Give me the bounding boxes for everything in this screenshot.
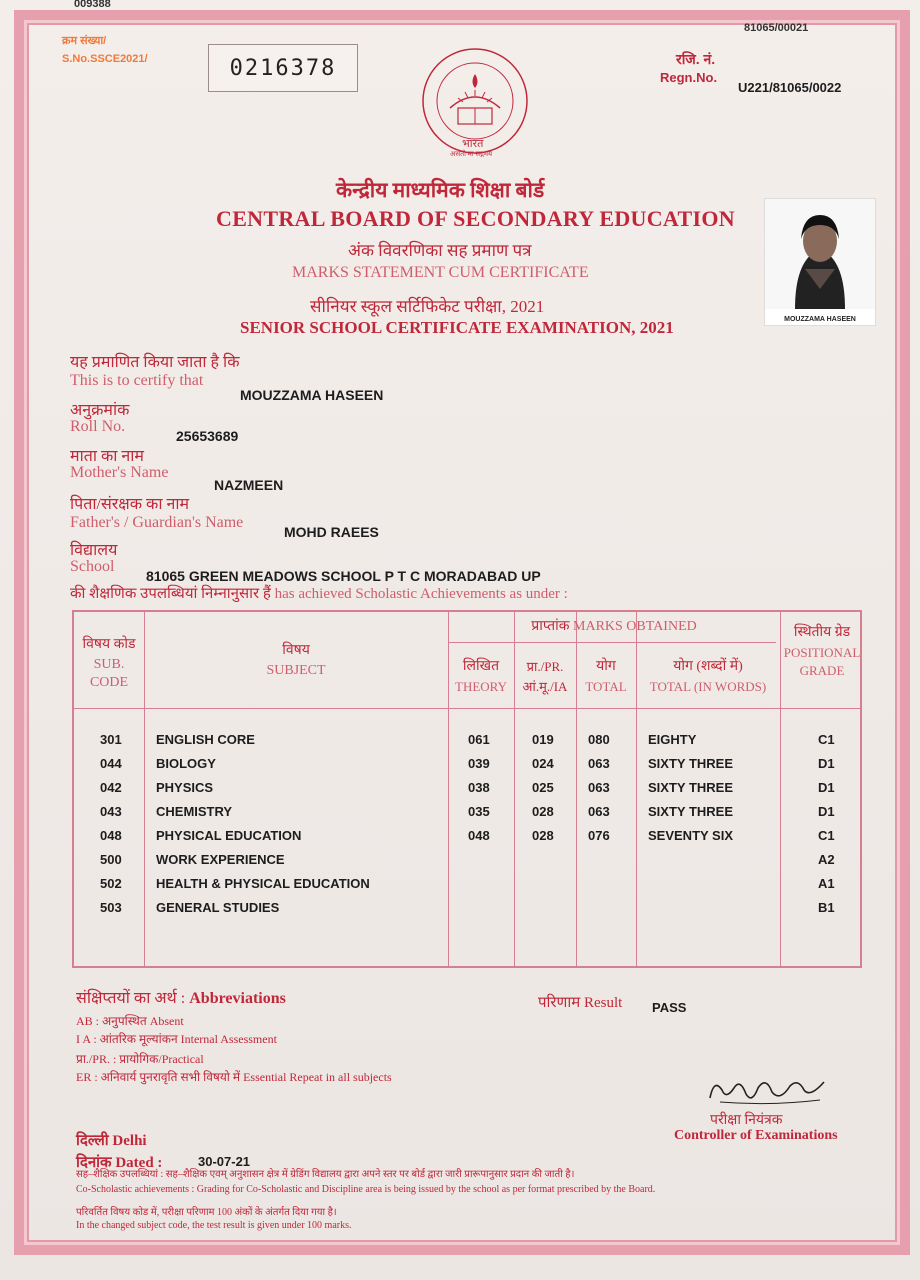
table-cell-subject: WORK EXPERIENCE: [156, 852, 285, 867]
table-cell-code: 502: [100, 876, 122, 891]
achievements-line: [70, 583, 568, 603]
th-marks-hi: प्राप्तांक: [531, 619, 570, 634]
th-theory-en: THEORY: [455, 679, 507, 694]
father-name: MOHD RAEES: [284, 524, 379, 540]
table-cell-subject: HEALTH & PHYSICAL EDUCATION: [156, 876, 370, 891]
th-marks: [448, 618, 780, 636]
table-cell-total: 063: [588, 756, 610, 771]
doc-title-en: MARKS STATEMENT CUM CERTIFICATE: [292, 264, 589, 281]
student-name: MOUZZAMA HASEEN: [240, 387, 384, 403]
doc-title-hi: अंक विवरणिका सह प्रमाण पत्र: [348, 241, 532, 260]
table-cell-code: 301: [100, 732, 122, 747]
abbr-ia: I A : आंतरिक मूल्यांकन Internal Assessment: [76, 1032, 277, 1046]
th-prac-en: आं.मू./IA: [522, 679, 568, 694]
table-cell-theory: 035: [468, 804, 490, 819]
table-cell-prac: 028: [532, 828, 554, 843]
table-cell-code: 048: [100, 828, 122, 843]
serial-label-en: S.No.SSCE2021/: [62, 53, 148, 65]
emblem-motto: असतो मा सद्गमय: [450, 150, 493, 158]
certify-label-en: This is to certify that: [70, 372, 204, 389]
controller-signature-icon: [700, 1070, 830, 1110]
regn-number: U221/81065/0022: [738, 80, 842, 95]
father-label-en: Father's / Guardian's Name: [70, 514, 244, 531]
table-cell-grade: B1: [818, 900, 835, 915]
table-cell-grade: D1: [818, 756, 835, 771]
table-cell-total: 076: [588, 828, 610, 843]
table-cell-prac: 025: [532, 780, 554, 795]
table-cell-grade: A2: [818, 852, 835, 867]
th-prac-hi: प्रा./PR.: [526, 659, 564, 674]
table-cell-prac: 019: [532, 732, 554, 747]
dated-label: दिनांक Dated :: [76, 1155, 163, 1171]
table-cell-subject: ENGLISH CORE: [156, 732, 255, 747]
table-cell-grade: C1: [818, 828, 835, 843]
table-cell-grade: D1: [818, 804, 835, 819]
board-name-en: CENTRAL BOARD OF SECONDARY EDUCATION: [216, 206, 735, 231]
abbr-title-hi: संक्षिप्तयों का अर्थ :: [76, 990, 186, 1007]
table-cell-words: SIXTY THREE: [648, 756, 734, 771]
table-cell-code: 042: [100, 780, 122, 795]
footnote-3: परिवर्तित विषय कोड में, परीक्षा परिणाम 100 अंकों के अंतर्गत दिया गया है।: [76, 1207, 337, 1218]
footnote-1: सह–शैक्षिक उपलब्धियां : सह–शैक्षिक एवम् अनुशासन क्षेत्र में ग्रेडिंग विद्यालय द्वारा अपने स्तर पर बोर्ड द्वारा जारी प्रारूपानुसार प्रदान की जाती है।: [76, 1169, 575, 1180]
table-cell-words: EIGHTY: [648, 732, 697, 747]
table-cell-words: SIXTY THREE: [648, 804, 734, 819]
th-words-en: TOTAL (IN WORDS): [649, 679, 767, 694]
table-cell-subject: BIOLOGY: [156, 756, 216, 771]
footnote-4: In the changed subject code, the test result is given under 100 marks.: [76, 1220, 352, 1231]
table-cell-grade: A1: [818, 876, 835, 891]
table-cell-subject: PHYSICS: [156, 780, 214, 795]
table-cell-subject: GENERAL STUDIES: [156, 900, 280, 915]
result-value: PASS: [652, 1000, 687, 1015]
th-total-hi: योग: [596, 659, 616, 674]
serial-label-hi: क्रम संख्या/: [62, 35, 107, 47]
top-right-code: 81065/00021: [744, 22, 809, 34]
abbr-er: ER : अनिवार्य पुनरावृति सभी विषयो में Essential Repeat in all subjects: [76, 1070, 392, 1084]
marks-table: [72, 610, 862, 968]
controller-label-en: Controller of Examinations: [674, 1128, 838, 1143]
table-cell-grade: C1: [818, 732, 835, 747]
controller-label-hi: परीक्षा नियंत्रक: [710, 1113, 783, 1128]
portrait-icon: [765, 199, 875, 309]
th-code-en1: SUB.: [93, 657, 125, 672]
regn-label-en: Regn.No.: [660, 70, 718, 85]
abbr-title-en: Abbreviations: [189, 990, 286, 1007]
mother-label-hi: माता का नाम: [70, 448, 145, 465]
table-cell-theory: 048: [468, 828, 490, 843]
father-label-hi: पिता/संरक्षक का नाम: [70, 496, 190, 513]
table-cell-code: 044: [100, 756, 122, 771]
table-cell-theory: 038: [468, 780, 490, 795]
achievements-line-en: has achieved Scholastic Achievements as under :: [274, 586, 568, 602]
th-subject-hi: विषय: [282, 643, 310, 658]
achievements-line-hi: की शैक्षणिक उपलब्धियां निम्नानुसार हैं: [70, 586, 271, 602]
certify-label-hi: यह प्रमाणित किया जाता है कि: [70, 354, 240, 371]
school-name: 81065 GREEN MEADOWS SCHOOL P T C MORADABAD UP: [146, 568, 541, 584]
emblem-text-bottom: भारत: [462, 138, 484, 150]
table-cell-code: 503: [100, 900, 122, 915]
board-name-hi: केन्द्रीय माध्यमिक शिक्षा बोर्ड: [336, 178, 545, 202]
abbr-ab: AB : अनुपस्थित Absent: [76, 1014, 184, 1028]
table-cell-prac: 028: [532, 804, 554, 819]
school-label-hi: विद्यालय: [70, 542, 118, 559]
exam-title-en: SENIOR SCHOOL CERTIFICATE EXAMINATION, 2021: [240, 318, 674, 337]
roll-number: 25653689: [176, 428, 239, 444]
serial-number: 0216378: [208, 44, 358, 92]
table-cell-total: 063: [588, 804, 610, 819]
table-cell-code: 500: [100, 852, 122, 867]
th-grade-en2: GRADE: [799, 663, 845, 678]
table-cell-total: 063: [588, 780, 610, 795]
th-subject-en: SUBJECT: [266, 663, 326, 678]
student-photo: [764, 198, 876, 326]
th-words-hi: योग (शब्दों में): [673, 659, 743, 674]
table-cell-theory: 039: [468, 756, 490, 771]
table-cell-grade: D1: [818, 780, 835, 795]
th-theory-hi: लिखित: [462, 659, 500, 674]
dated-value: 30-07-21: [198, 1154, 251, 1169]
th-code-en2: CODE: [89, 675, 129, 690]
th-total-en: TOTAL: [585, 679, 627, 694]
abbr-pr: प्रा./PR. : प्रायोगिक/Practical: [76, 1052, 204, 1066]
roll-label-hi: अनुक्रमांक: [70, 402, 130, 419]
exam-title-hi: सीनियर स्कूल सर्टिफिकेट परीक्षा, 2021: [310, 297, 545, 316]
footnote-2: Co-Scholastic achievements : Grading for Co-Scholastic and Discipline area is being issued by the school as per format prescribed by the Board.: [76, 1184, 656, 1195]
th-code-hi: विषय कोड: [82, 637, 136, 652]
result-label: परिणाम Result: [538, 995, 623, 1011]
mother-name: NAZMEEN: [214, 477, 284, 493]
place: दिल्ली Delhi: [76, 1133, 147, 1149]
photo-caption: MOUZZAMA HASEEN: [784, 316, 856, 323]
table-cell-subject: CHEMISTRY: [156, 804, 233, 819]
table-cell-subject: PHYSICAL EDUCATION: [156, 828, 302, 843]
abbr-title: [76, 986, 286, 1008]
table-cell-code: 043: [100, 804, 122, 819]
top-left-number: 009388: [74, 0, 111, 10]
th-grade-en1: POSITIONAL: [783, 645, 861, 660]
table-cell-words: SEVENTY SIX: [648, 828, 734, 843]
table-cell-prac: 024: [532, 756, 554, 771]
school-label-en: School: [70, 558, 115, 575]
roll-label-en: Roll No.: [70, 418, 126, 435]
table-cell-total: 080: [588, 732, 610, 747]
mother-label-en: Mother's Name: [70, 464, 169, 481]
regn-label-hi: रजि. नं.: [676, 51, 716, 67]
th-grade-hi: स्थितीय ग्रेड: [793, 625, 851, 640]
table-cell-theory: 061: [468, 732, 490, 747]
table-cell-words: SIXTY THREE: [648, 780, 734, 795]
th-marks-en: MARKS OBTAINED: [573, 619, 697, 634]
